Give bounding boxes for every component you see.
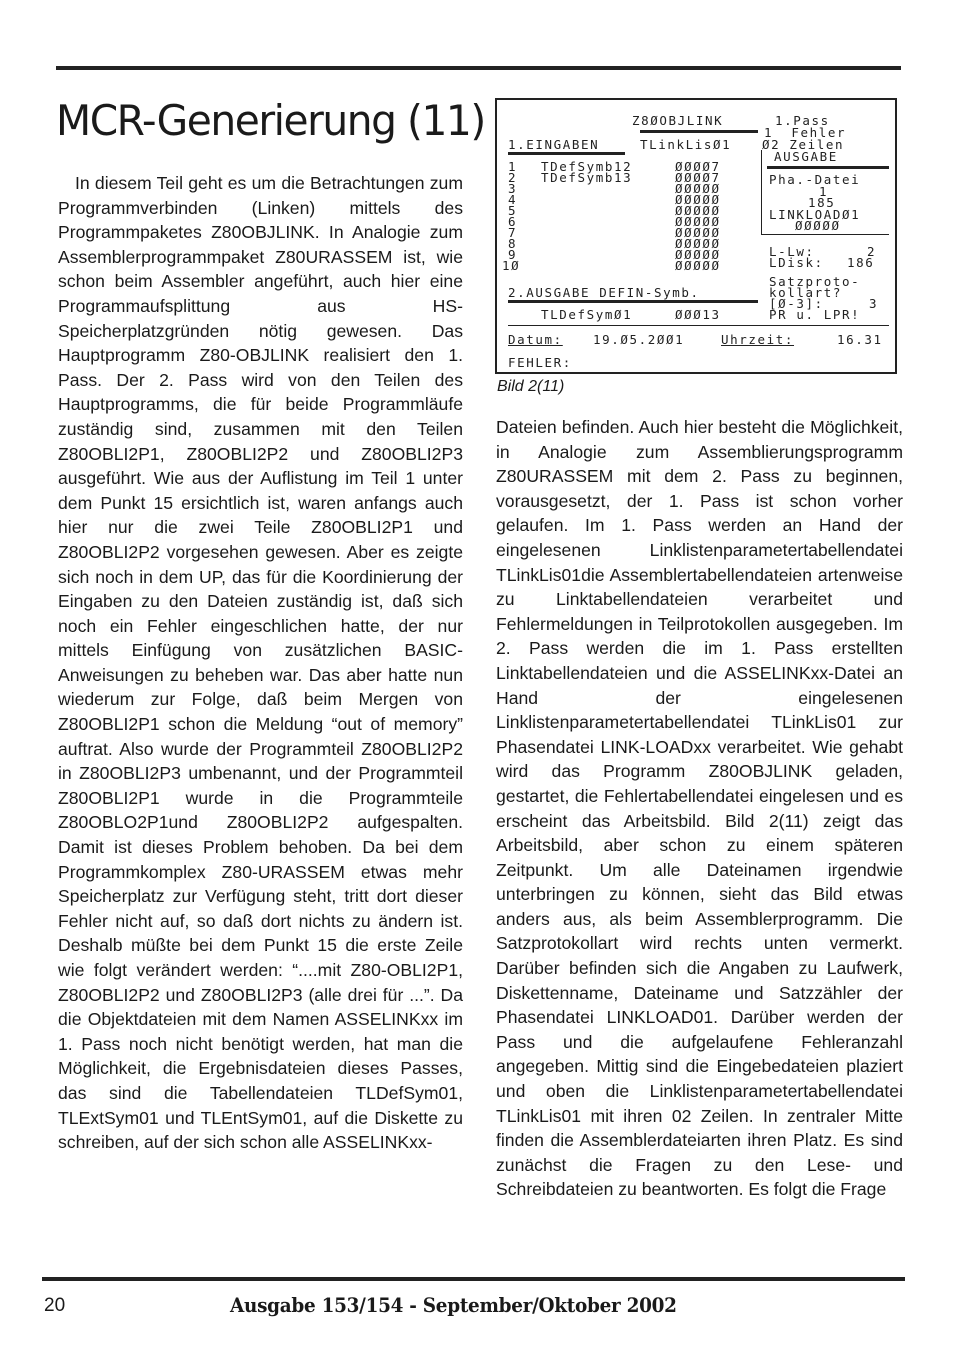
right-column [496,415,903,1202]
screen-section-eingaben: 1.EINGABEN [508,137,600,152]
article-title: MCR-Generierung (11) [56,96,485,145]
screen-phase-disk: 185 [808,195,836,210]
input-row-count: ØØØØØ [675,247,721,262]
top-rule [56,66,901,70]
screen-error-label: FEHLER: [508,355,572,370]
input-row-count: ØØØØ7 [675,170,721,185]
screen-program-title: Z8ØOBJLINK [632,113,724,128]
screen-ldisk-label: LDisk: [769,255,824,270]
figure-caption: Bild 2(11) [497,378,565,395]
input-row-number: 3 [508,181,518,196]
screen-time-label: Uhrzeit: [721,332,795,347]
screen-phase-counter: ØØØØØ [795,218,841,233]
screen-lw-label: L-Lw: [769,244,815,259]
screen-output-count: ØØØ13 [675,307,721,322]
screen-satz-note: PR u. LPR! [769,307,861,322]
input-row-number: 5 [508,203,518,218]
screen-time-value: 16.31 [837,332,883,347]
screen-output-file: TLDefSymØ1 [541,307,633,322]
screen-lw-value: 2 [867,244,877,259]
screen-errors: 1 Fehler [764,125,847,140]
screen-box-left-border [761,150,762,234]
screen-phase-drive: 1 [819,184,829,199]
screen-divider [508,325,889,326]
input-row-number: 9 [508,247,518,262]
screen-ausgabe-title: AUSGABE [774,149,838,164]
screen-rule [508,300,758,303]
input-row-count: ØØØØØ [675,236,721,251]
screen-satz-question-1: Satzproto- [769,274,861,289]
screen-pass: 1.Pass [775,113,830,128]
input-row-count: ØØØØØ [675,225,721,240]
input-row-name: TDefSymb13 [541,170,633,185]
screen-rule [640,130,758,133]
input-row-number: 2 [508,170,518,185]
input-row-number: 1Ø [502,258,521,273]
screen-phase-file-label: Pha.-Datei [769,172,861,187]
input-row-count: ØØØØØ [675,214,721,229]
screen-satz-range: [Ø-3]: [769,296,824,311]
input-row-count: ØØØØØ [675,203,721,218]
screen-ldisk-value: 186 [847,255,875,270]
input-row-count: ØØØØØ [675,181,721,196]
screen-satz-question-2: kollart? [769,285,843,300]
input-row-number: 7 [508,225,518,240]
screen-rule [508,152,625,155]
screen-date-value: 19.Ø5.2ØØ1 [593,332,685,347]
left-column [58,171,463,1155]
input-row-count: ØØØØØ [675,258,721,273]
input-row-number: 4 [508,192,518,207]
input-row-number: 6 [508,214,518,229]
screen-date-label: Datum: [508,332,563,347]
right-column-text: Dateien befinden. Auch hier besteht die Möglichkeit, in Analogie zum Assemblierungsprogramm Z80URASSEM mit dem 2. Pass zu beginnen, vorausgesetzt, der 1. Pass ist schon vorher gelaufen. Im 1. Pass werden an Hand der eingelesenen Linklistenparametertabellendatei TLinkLis01die Assemblertabellendateien artenweise zu Linktabellendateien verarbeitet und Fehlermeldungen in Teilprotokollen ausgegeben. Im 2. Pass werden die im 1. Pass erstellten Linktabellendateien und die ASSELINKxx-Datei an Hand der eingelesenen Linklistenparametertabellendatei TLinkLis01 zur Phasendatei LINK-LOADxx verarbeitet. Wie gehabt wird das Programm Z80OBJLINK geladen, gestartet, die Fehlertabellendatei eingelesen und es erscheint das Arbeitsbild. Bild 2(11) zeigt das Arbeitsbild, aber schon zu einem späteren Zeitpunkt. Um alle Dateinamen irgendwie unterbringen zu können, sieht das Bild etwas anders aus, als beim Assemblerprogramm. Die Satzprotokollart wird rechts unten vermerkt. Darüber befinden sich die Angaben zu Laufwerk, Diskettenname, Dateiname und Satzzähler der Phasendatei LINKLOAD01. Darüber werden der Pass und die aufgelaufene Fehleranzahl angegeben. Mittig sind die Eingebedateien plaziert und oben die Linklistenparametertabellendatei TLinkLis01 mit ihren 02 Zeilen. In zentraler Mitte finden die Assemblerdateiarten ihren Platz. Es sind zunächst die Fragen zu den Lese- und Schreibdateien zu beantworten. Es folgt die Frage [496,417,903,1200]
screen-linklist-file: TLinkLisØ1 [640,137,732,152]
screen-satz-input: 3 [869,296,879,311]
left-column-text: In diesem Teil geht es um die Betrachtungen zum Programmverbinden (Linken) mittels des Programmpaketes Z80OBJLINK. In Analogie zum Assemblerprogrammpaket Z80URASSEM ist, wie schon beim Assembler angeführt, auch hier eine Programmaufsplittung aus HS-Speicherplatzgründen nötig gewesen. Das Hauptprogramm Z80-OBJLINK realisiert den 1. Pass. Der 2. Pass wird von den Teilen des Hauptprogramms, die für beide Programmläufe zuständig sind, zusammen mit den Teilen Z80OBLI2P1, Z80OBLI2P2 und Z80OBLI2P3 ausgeführt. Wie aus der Auflistung im Teil 1 unter dem Punkt 15 ersichtlich ist, waren anfangs auch hier nur die zwei Teile Z80OBLI2P1 und Z80OBLI2P2 vorgesehen gewesen. Aber es zeigte sich noch in dem UP, das für die Koordinierung der Eingaben zu den Dateien zuständig ist, daß sich noch ein Fehler eingeschlichen hatte, der nur mittels Einfügung von zusätzlichen BASIC-Anweisungen zu beheben war. Das aber hatte nun wiederum zur Folge, daß beim Mergen von Z80OBLI2P1 schon die Meldung “out of memory” auftrat. Also wurde der Programmteil Z80OBLI2P2 in Z80OBLI2P3 umbenannt, und der Programmteil Z80OBLI2P1 wurde in die Programmteile Z80OBLO2P1und Z80OBLI2P2 aufgespalten. Damit ist dieses Problem behoben. Da bei dem Programmkomplex Z80-URASSEM etwas mehr Speicherplatz zur Verfügung steht, tritt dort dieser Fehler nicht auf, so daß dort nichts zu ändern ist. Deshalb müßte bei dem Punkt 15 die erste Zeile wie folgt verändert werden: “....mit Z80-OBLI2P1, Z80OBLI2P2 und Z80OBLI2P3 (alle drei für ...”. Da die Objektdateien mit dem Namen ASSELINKxx im 1. Pass noch nicht benötigt werden, hat man die Möglichkeit, die Ergebnisdateien dieses Passes, das sind die Tabellendateien TLDefSym01, TLExtSym01 und TLEntSym01, auf die Diskette zu schreiben, auf der sich schon alle ASSELINKxx- [58,173,463,1153]
screen-rule [767,166,889,169]
input-row-count: ØØØØØ [675,192,721,207]
input-row-name: TDefSymb12 [541,159,633,174]
bottom-rule [42,1277,905,1281]
page-number: 20 [44,1295,66,1316]
screen-figure [495,98,897,374]
screen-box-bottom-border [761,234,889,235]
screen-lines: Ø2 Zeilen [762,137,845,152]
screen-section-ausgabe: 2.AUSGABE DEFIN-Symb. [508,285,700,300]
issue-info: Ausgabe 153/154 - September/Oktober 2002 [230,1293,677,1317]
screen-phase-file: LINKLOADØ1 [769,207,861,222]
input-row-number: 1 [508,159,518,174]
input-row-number: 8 [508,236,518,251]
input-row-count: ØØØØ7 [675,159,721,174]
